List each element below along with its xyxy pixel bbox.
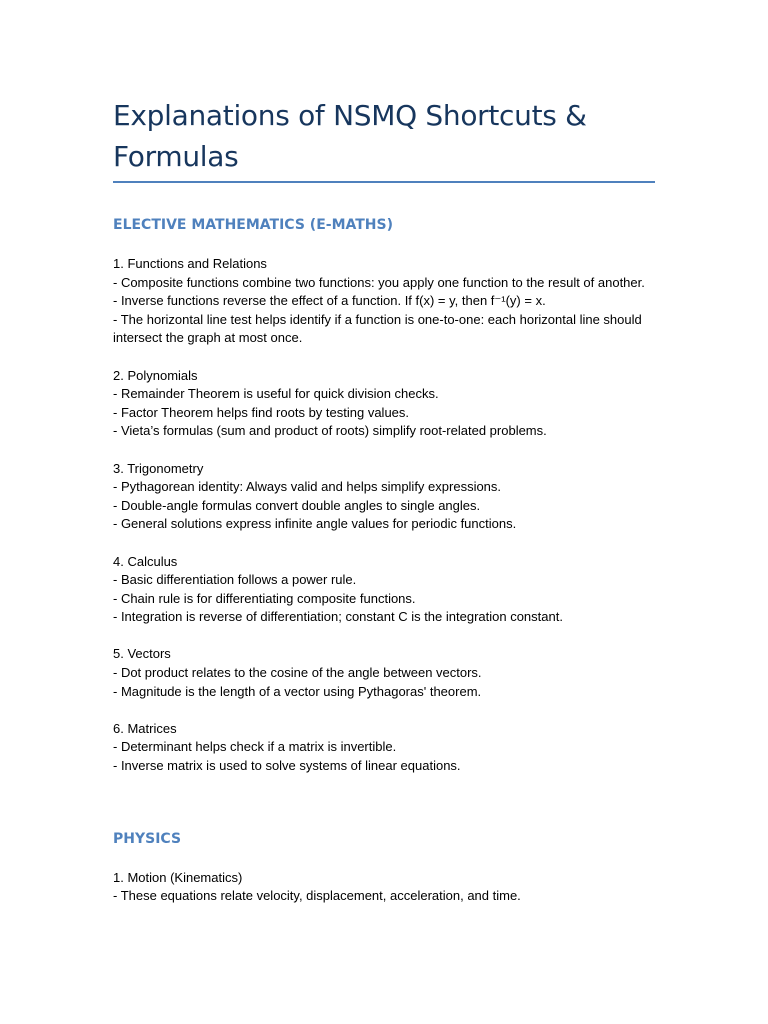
topic-point: - Double-angle formulas convert double angles to single angles. (113, 497, 481, 513)
topic-point: - Magnitude is the length of a vector using Pythagoras' theorem. (113, 683, 482, 699)
topic-title: 1. Functions and Relations (113, 256, 267, 271)
topic-point: - Composite functions combine two functions: you apply one function to the result of another. (113, 274, 645, 290)
topic-title: 2. Polynomials (113, 367, 198, 383)
topic-motion (113, 869, 658, 906)
topic-trigonometry (113, 460, 658, 534)
topic-title: 4. Calculus (113, 553, 178, 569)
topic-point: - Factor Theorem helps find roots by testing values. (113, 404, 410, 420)
topic-point: - The horizontal line test helps identify if a function is one-to-one: each horizontal line should intersect the graph at most once. (113, 311, 642, 346)
topic-point: - Integration is reverse of differentiation; constant C is the integration constant. (113, 609, 563, 625)
title-underline (113, 181, 655, 183)
topic-functions (113, 255, 658, 348)
topic-point: - Basic differentiation follows a power rule. (113, 572, 357, 588)
section-heading-emaths: ELECTIVE MATHEMATICS (E-MATHS) (113, 217, 393, 233)
topic-point: - Pythagorean identity: Always valid and helps simplify expressions. (113, 479, 502, 495)
topic-point: - Determinant helps check if a matrix is invertible. (113, 739, 397, 755)
topic-point: - Remainder Theorem is useful for quick division checks. (113, 386, 439, 402)
topic-title: 5. Vectors (113, 646, 171, 662)
topic-title: 6. Matrices (113, 720, 177, 736)
topic-matrices (113, 720, 658, 776)
section-heading-physics: PHYSICS (113, 830, 182, 847)
topic-title: 3. Trigonometry (113, 460, 204, 476)
topic-point: - Inverse matrix is used to solve systems of linear equations. (113, 758, 461, 774)
topic-point: - Dot product relates to the cosine of the angle between vectors. (113, 665, 482, 681)
topic-point: - Inverse functions reverse the effect of a function. If f(x) = y, then f⁻¹(y) = x. (113, 293, 546, 309)
topic-polynomials (113, 367, 658, 441)
topic-point: - Chain rule is for differentiating composite functions. (113, 590, 416, 606)
topic-calculus (113, 553, 658, 627)
topic-point: - Vieta’s formulas (sum and product of roots) simplify root-related problems. (113, 423, 547, 439)
topic-point: - General solutions express infinite angle values for periodic functions. (113, 516, 517, 532)
topic-vectors (113, 645, 658, 701)
topic-point: - These equations relate velocity, displacement, acceleration, and time. (113, 888, 521, 904)
document-page (113, 95, 658, 906)
topic-title: 1. Motion (Kinematics) (113, 869, 243, 885)
document-title: Explanations of NSMQ Shortcuts & Formulas (113, 99, 587, 173)
